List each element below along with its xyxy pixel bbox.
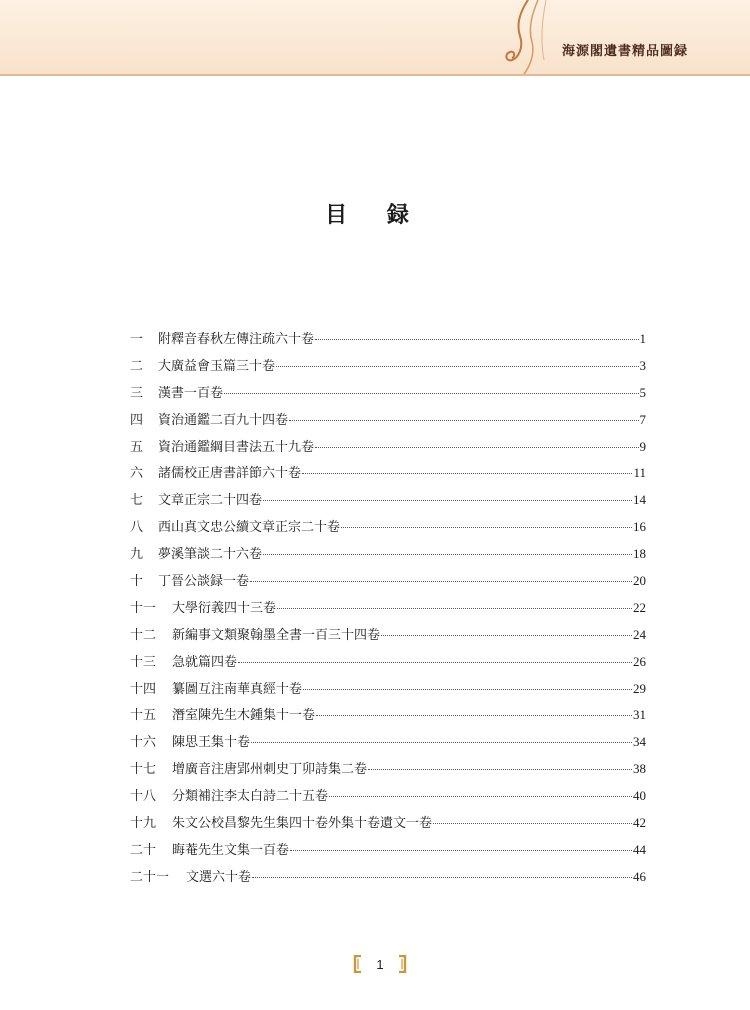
toc-entry-title: 文章正宗二十四卷 [158, 493, 263, 509]
book-title: 海源閣遺書精品圖録 [561, 44, 688, 59]
toc-dot-leader [368, 756, 632, 770]
toc-entry-title: 丁晉公談録一卷 [158, 574, 250, 590]
toc-entry-page: 7 [639, 411, 646, 427]
toc-entry [130, 436, 646, 463]
toc-entry-page: 29 [633, 680, 646, 696]
toc-entry [130, 812, 646, 839]
toc-dot-leader [263, 541, 632, 555]
toc-dot-leader [329, 783, 632, 797]
toc-entry-title: 資治通鑑二百九十四卷 [158, 412, 289, 428]
toc-entry-title: 增廣音注唐郢州刺史丁卯詩集二卷 [172, 762, 368, 778]
toc-entry [130, 328, 646, 355]
toc-entry-title: 夢溪筆談二十六卷 [158, 547, 263, 563]
toc-entry-number: 十九 [130, 816, 157, 832]
toc-entry [130, 516, 646, 543]
toc-entry-page: 34 [633, 734, 646, 750]
toc-entry-title: 新編事文類聚翰墨全書一百三十四卷 [172, 627, 381, 643]
toc-entry-title: 文選六十卷 [186, 869, 252, 885]
toc-entry-page: 31 [633, 707, 646, 723]
toc-entry-number: 六 [130, 466, 144, 482]
toc-entry-number: 五 [130, 439, 144, 455]
toc-dot-leader [433, 810, 632, 824]
toc-entry-page: 9 [639, 438, 646, 454]
toc-entry-number: 二 [130, 358, 144, 374]
toc-dot-leader [302, 460, 632, 474]
toc-entry [130, 597, 646, 624]
toc-entry-number: 十五 [130, 708, 157, 724]
page-footer [340, 953, 420, 975]
toc-dot-leader [290, 837, 632, 851]
header-rule [0, 74, 750, 76]
toc-entry-page: 38 [633, 761, 646, 777]
header-band [0, 0, 750, 75]
toc-dot-leader [303, 676, 632, 690]
toc-entry-page: 16 [633, 519, 646, 535]
toc-entry-title: 纂圖互注南華真經十卷 [172, 681, 303, 697]
toc-entry-page: 42 [633, 815, 646, 831]
toc-entry-number: 十六 [130, 735, 157, 751]
toc-entry [130, 570, 646, 597]
toc-entry-title: 漢書一百卷 [158, 385, 224, 401]
toc-entry-title: 大廣益會玉篇三十卷 [158, 358, 276, 374]
toc-entry-number: 四 [130, 412, 144, 428]
toc-entry-title: 大學衍義四十三卷 [172, 600, 277, 616]
toc-entry [130, 704, 646, 731]
toc-dot-leader [277, 595, 632, 609]
toc-entry [130, 543, 646, 570]
toc-entry-page: 40 [633, 788, 646, 804]
toc-entry-title: 資治通鑑綱目書法五十九卷 [158, 439, 315, 455]
toc-dot-leader [381, 622, 632, 636]
toc-entry-title: 潛室陳先生木鍾集十一卷 [172, 708, 316, 724]
toc-entry [130, 866, 646, 893]
toc-dot-leader [315, 434, 638, 448]
toc-heading: 目 録 [325, 202, 425, 228]
toc-dot-leader [289, 407, 638, 421]
toc-entry [130, 382, 646, 409]
left-bracket-icon [352, 955, 362, 973]
toc-entry-page: 5 [639, 384, 646, 400]
toc-entry-page: 11 [633, 465, 646, 481]
toc-entry-number: 十 [130, 574, 144, 590]
toc-entry-number: 一 [130, 332, 144, 347]
toc-entry-number: 八 [130, 520, 144, 536]
toc-entry-number: 三 [130, 385, 144, 401]
toc-entry [130, 731, 646, 758]
toc-entry-page: 1 [639, 331, 646, 346]
toc-entry-title: 急就篇四卷 [172, 654, 238, 670]
toc-entry-title: 朱文公校昌黎先生集四十卷外集十卷遺文一卷 [172, 816, 433, 832]
toc-entry-page: 44 [633, 841, 646, 857]
toc-dot-leader [238, 649, 632, 663]
toc-dot-leader [263, 487, 632, 501]
toc-entry-number: 二十 [130, 842, 157, 858]
page-number: 1 [376, 956, 384, 972]
toc-entry-number: 九 [130, 547, 144, 563]
toc-entry-title: 分類補注李太白詩二十五卷 [172, 789, 329, 805]
toc-entry [130, 462, 646, 489]
toc-dot-leader [252, 864, 632, 878]
toc-entry [130, 651, 646, 678]
toc-entry-page: 24 [633, 626, 646, 642]
toc-entry-number: 十四 [130, 681, 157, 697]
toc-entry-page: 20 [633, 573, 646, 589]
toc-entry-page: 3 [639, 357, 646, 373]
toc-entry-number: 十一 [130, 600, 157, 616]
toc-dot-leader [224, 380, 638, 394]
toc-entry-title: 陳思王集十卷 [172, 735, 251, 751]
toc-entry-number: 十三 [130, 654, 157, 670]
toc-entry-number: 十七 [130, 762, 157, 778]
toc-dot-leader [315, 326, 638, 340]
toc-entry-title: 諸儒校正唐書詳節六十卷 [158, 466, 302, 482]
right-bracket-icon [398, 955, 408, 973]
toc-entry [130, 489, 646, 516]
toc-dot-leader [276, 353, 638, 367]
toc-entry-page: 18 [633, 546, 646, 562]
toc-entry-number: 二十一 [130, 869, 170, 885]
toc-entry [130, 409, 646, 436]
scroll-ornament-icon [498, 0, 558, 74]
toc-dot-leader [251, 729, 632, 743]
toc-entry [130, 624, 646, 651]
toc-list [130, 328, 646, 893]
toc-entry-title: 晦菴先生文集一百卷 [172, 842, 290, 858]
toc-entry [130, 355, 646, 382]
toc-dot-leader [341, 514, 632, 528]
toc-entry-title: 附釋音春秋左傳注疏六十卷 [158, 332, 315, 347]
toc-entry [130, 785, 646, 812]
toc-dot-leader [250, 568, 632, 582]
toc-entry-title: 西山真文忠公續文章正宗二十卷 [158, 520, 341, 536]
toc-entry [130, 678, 646, 705]
toc-entry-page: 26 [633, 653, 646, 669]
toc-dot-leader [316, 702, 632, 716]
toc-entry [130, 758, 646, 785]
toc-entry-number: 十二 [130, 627, 157, 643]
toc-entry-page: 14 [633, 492, 646, 508]
toc-entry [130, 839, 646, 866]
toc-entry-page: 46 [633, 868, 646, 884]
toc-entry-number: 七 [130, 493, 144, 509]
toc-entry-page: 22 [633, 599, 646, 615]
toc-entry-number: 十八 [130, 789, 157, 805]
